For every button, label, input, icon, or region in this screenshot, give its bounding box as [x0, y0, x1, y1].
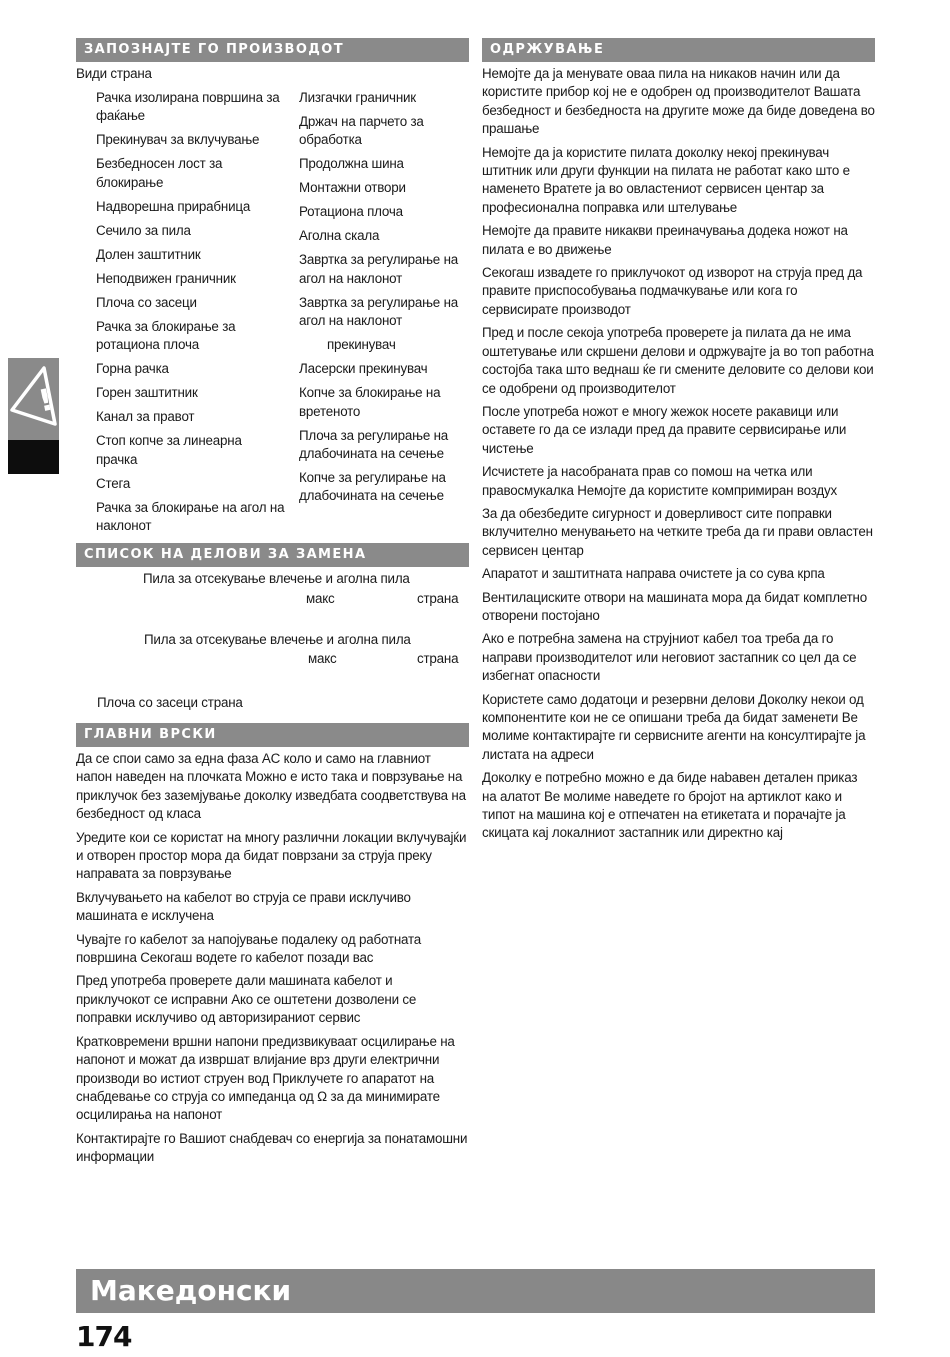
- paragraph: Чувајте го кабелот за напојување подалеку од работната површина Секогаш водете го кабелот позади вас: [76, 931, 422, 966]
- list-item: Копче за регулирање на длабочината на сечење: [299, 470, 446, 504]
- paragraph: Немојте да правите никакви преиначувања додека ножот на пилата е во движење: [482, 223, 848, 257]
- spare-entry-2: [144, 631, 411, 649]
- paragraph: Да се спои само за една фаза AC коло и само на главниот напон наведен на плочката Можно е исто така и поврзување на приклучок без заземјување доколку изведбата соодветствува на безбедност од класа: [76, 751, 466, 822]
- list-item: Стега: [96, 475, 131, 491]
- spare-entry-1: [143, 570, 410, 588]
- paragraph: Секогаш извадете го приклучокот од изворот на струја пред да правите приспособувања подмачкување или кога го сервисирате производот: [482, 265, 863, 317]
- list-item: Рачка за блокирање на агол на наклонот: [96, 499, 285, 534]
- spare-entry-max: макс: [306, 591, 335, 606]
- paragraph: Кратковремени вршни напони предизвикуваат осцилирање на напонот и можат да извршат влијание врз други електрични производи во истиот струен вод Приклучете го апаратот на снабдевање со струја со импеданца од Ω за да минимирате осцилирања на напонот: [76, 1033, 455, 1123]
- list-item: Сечило за пила: [96, 222, 191, 238]
- warning-triangle-icon: [8, 358, 59, 440]
- section-heading: ОДРЖУВАЊЕ: [482, 38, 875, 62]
- side-tab-grey: [8, 358, 59, 440]
- section-heading: СПИСОК НА ДЕЛОВИ ЗА ЗАМЕНА: [76, 543, 469, 567]
- paragraph: Пред употреба проверете дали машината кабелот и приклучокот се исправни Ако се оштетени дозволени се поправки исклучиво од авторизираниот сервис: [76, 973, 417, 1026]
- list-item: Неподвижен граничник: [96, 270, 236, 286]
- paragraph: Ако е потребна замена на струјниот кабел тоа треба да го направи производителот или неговиот застапник со цел да се избегнат опасности: [482, 631, 857, 684]
- list-item: прекинувач: [327, 337, 396, 353]
- parts-list-right: [299, 89, 467, 511]
- section-heading: ЗАПОЗНАЈТЕ ГО ПРОИЗВОДОТ: [76, 38, 469, 62]
- spare-entry-text: Пила за отсекување влечење и аголна пила: [143, 571, 410, 586]
- paragraph: Вклучувањето на кабелот во струја се прави исклучиво машината е исклучена: [76, 889, 411, 924]
- page-number: 174: [76, 1320, 132, 1353]
- paragraph: За да обезбедите сигурност и доверливост сите поправки вклучително менувањето на четките треба да ги прави овластен сервисен центар: [482, 505, 873, 558]
- spare-entry-page: страна: [417, 651, 459, 666]
- paragraph: Исчистете ја насобраната прав со помош на четка или правосмукалка Немојте да користите компримиран воздух: [482, 464, 838, 498]
- section-main-connections: [76, 723, 469, 1172]
- section-heading: ГЛАВНИ ВРСКИ: [76, 723, 469, 747]
- list-item: Канал за правот: [96, 409, 195, 425]
- list-item: Продолжна шина: [299, 156, 404, 172]
- list-item: Долен заштитник: [96, 246, 201, 262]
- paragraph: Немојте да ја менувате оваа пила на никаков начин или да користите прибор кој не е одобрен од производителот Вашата безбедност и безбедноста на другите може да биде доведена во прашање: [482, 66, 875, 137]
- list-item: Монтажни отвори: [299, 180, 406, 196]
- list-item: Безбедносен лост за блокирање: [96, 156, 223, 190]
- list-item: Рачка за блокирање за ротациона плоча: [96, 318, 236, 353]
- list-item: Држач на парчето за обработка: [299, 114, 424, 148]
- svg-text:!: !: [35, 382, 57, 420]
- paragraph: Апаратот и заштитната направа очистете ја со сува крпа: [482, 566, 825, 582]
- section-know-product: [76, 38, 469, 83]
- spare-entry-3: Плоча со засеци страна: [97, 695, 243, 710]
- paragraph: Користете само додатоци и резервни делови Доколку некои од компонентите кои не се опишани треба да бидат заменети Ве молиме контактирајте ги сервисните агенти на консултирајте ја листата на адреси: [482, 691, 866, 762]
- list-item: Прекинувач за вклучување: [96, 132, 260, 148]
- side-tab: [8, 358, 59, 474]
- paragraph: После употреба ножот е многу жежок носете ракавици или оставете го да се излади пред да правите сервисирање или чистење: [482, 403, 847, 456]
- parts-list-left: [96, 89, 286, 541]
- paragraph: Немојте да ја користите пилата доколку некој прекинувач штитник или други функции на пилата не работат како што е наменето Вратете ја во овластениот сервисен центар за професионална поправка или штелување: [482, 144, 850, 215]
- section-maintenance: [482, 38, 875, 848]
- list-item: Лизгачки граничник: [299, 90, 416, 105]
- list-item: Ласерски прекинувач: [299, 361, 428, 377]
- list-item: Горен заштитник: [96, 385, 198, 401]
- list-item: Плоча со засеци: [96, 294, 197, 310]
- paragraph: Доколку е потребно можно е да биде нabавен детален приказ на алатот Ве молиме наведете го бројот на артиклот како и типот на машина кој е отпечатен на етикетата и порачајте ја скицата кај локалниот застапник или директно кај: [482, 770, 858, 841]
- spare-entry-text: Пила за отсекување влечење и аголна пила: [144, 632, 411, 647]
- paragraph: Контактирајте го Вашиот снабдевач со енергија за понатамошни информации: [76, 1130, 468, 1165]
- paragraph: Уредите кои се користат на многу различни локации вклучувајќи и отворен простор мора да бидат поврзани за струја преку направата за поврзување: [76, 829, 467, 882]
- list-item: Аголна скала: [299, 228, 380, 244]
- list-item: Надворешна прирабница: [96, 198, 251, 214]
- intro-text: Види страна: [76, 66, 152, 81]
- spare-entry-max: макс: [308, 651, 337, 666]
- list-item: Горна рачка: [96, 361, 169, 377]
- section-spare-parts: [76, 543, 469, 567]
- list-item: Завртка за регулирање на агол на наклонот: [299, 252, 459, 286]
- list-item: Стоп копче за линеарна прачка: [96, 433, 242, 467]
- list-item: Плоча за регулирање на длабочината на сечење: [299, 427, 449, 462]
- list-item: Копче за блокирање на вретеното: [299, 385, 441, 419]
- list-item: Рачка изолирана површина за фаќање: [96, 90, 280, 124]
- paragraph: Вентилациските отвори на машината мора да бидат комплетно отворени постојано: [482, 589, 867, 623]
- paragraph: Пред и после секоја употреба проверете ја пилата да не има оштетување или скршени делови и одржувајте ја во топ работна состојба така што веднаш ќе ги смените деловите со делови кои се одобрени од производителот: [482, 325, 874, 396]
- language-banner: Македонски: [76, 1269, 875, 1313]
- list-item: Завртка за регулирање на агол на наклонот: [299, 294, 459, 329]
- spare-entry-page: страна: [417, 591, 459, 606]
- list-item: Ротациона плоча: [299, 204, 403, 220]
